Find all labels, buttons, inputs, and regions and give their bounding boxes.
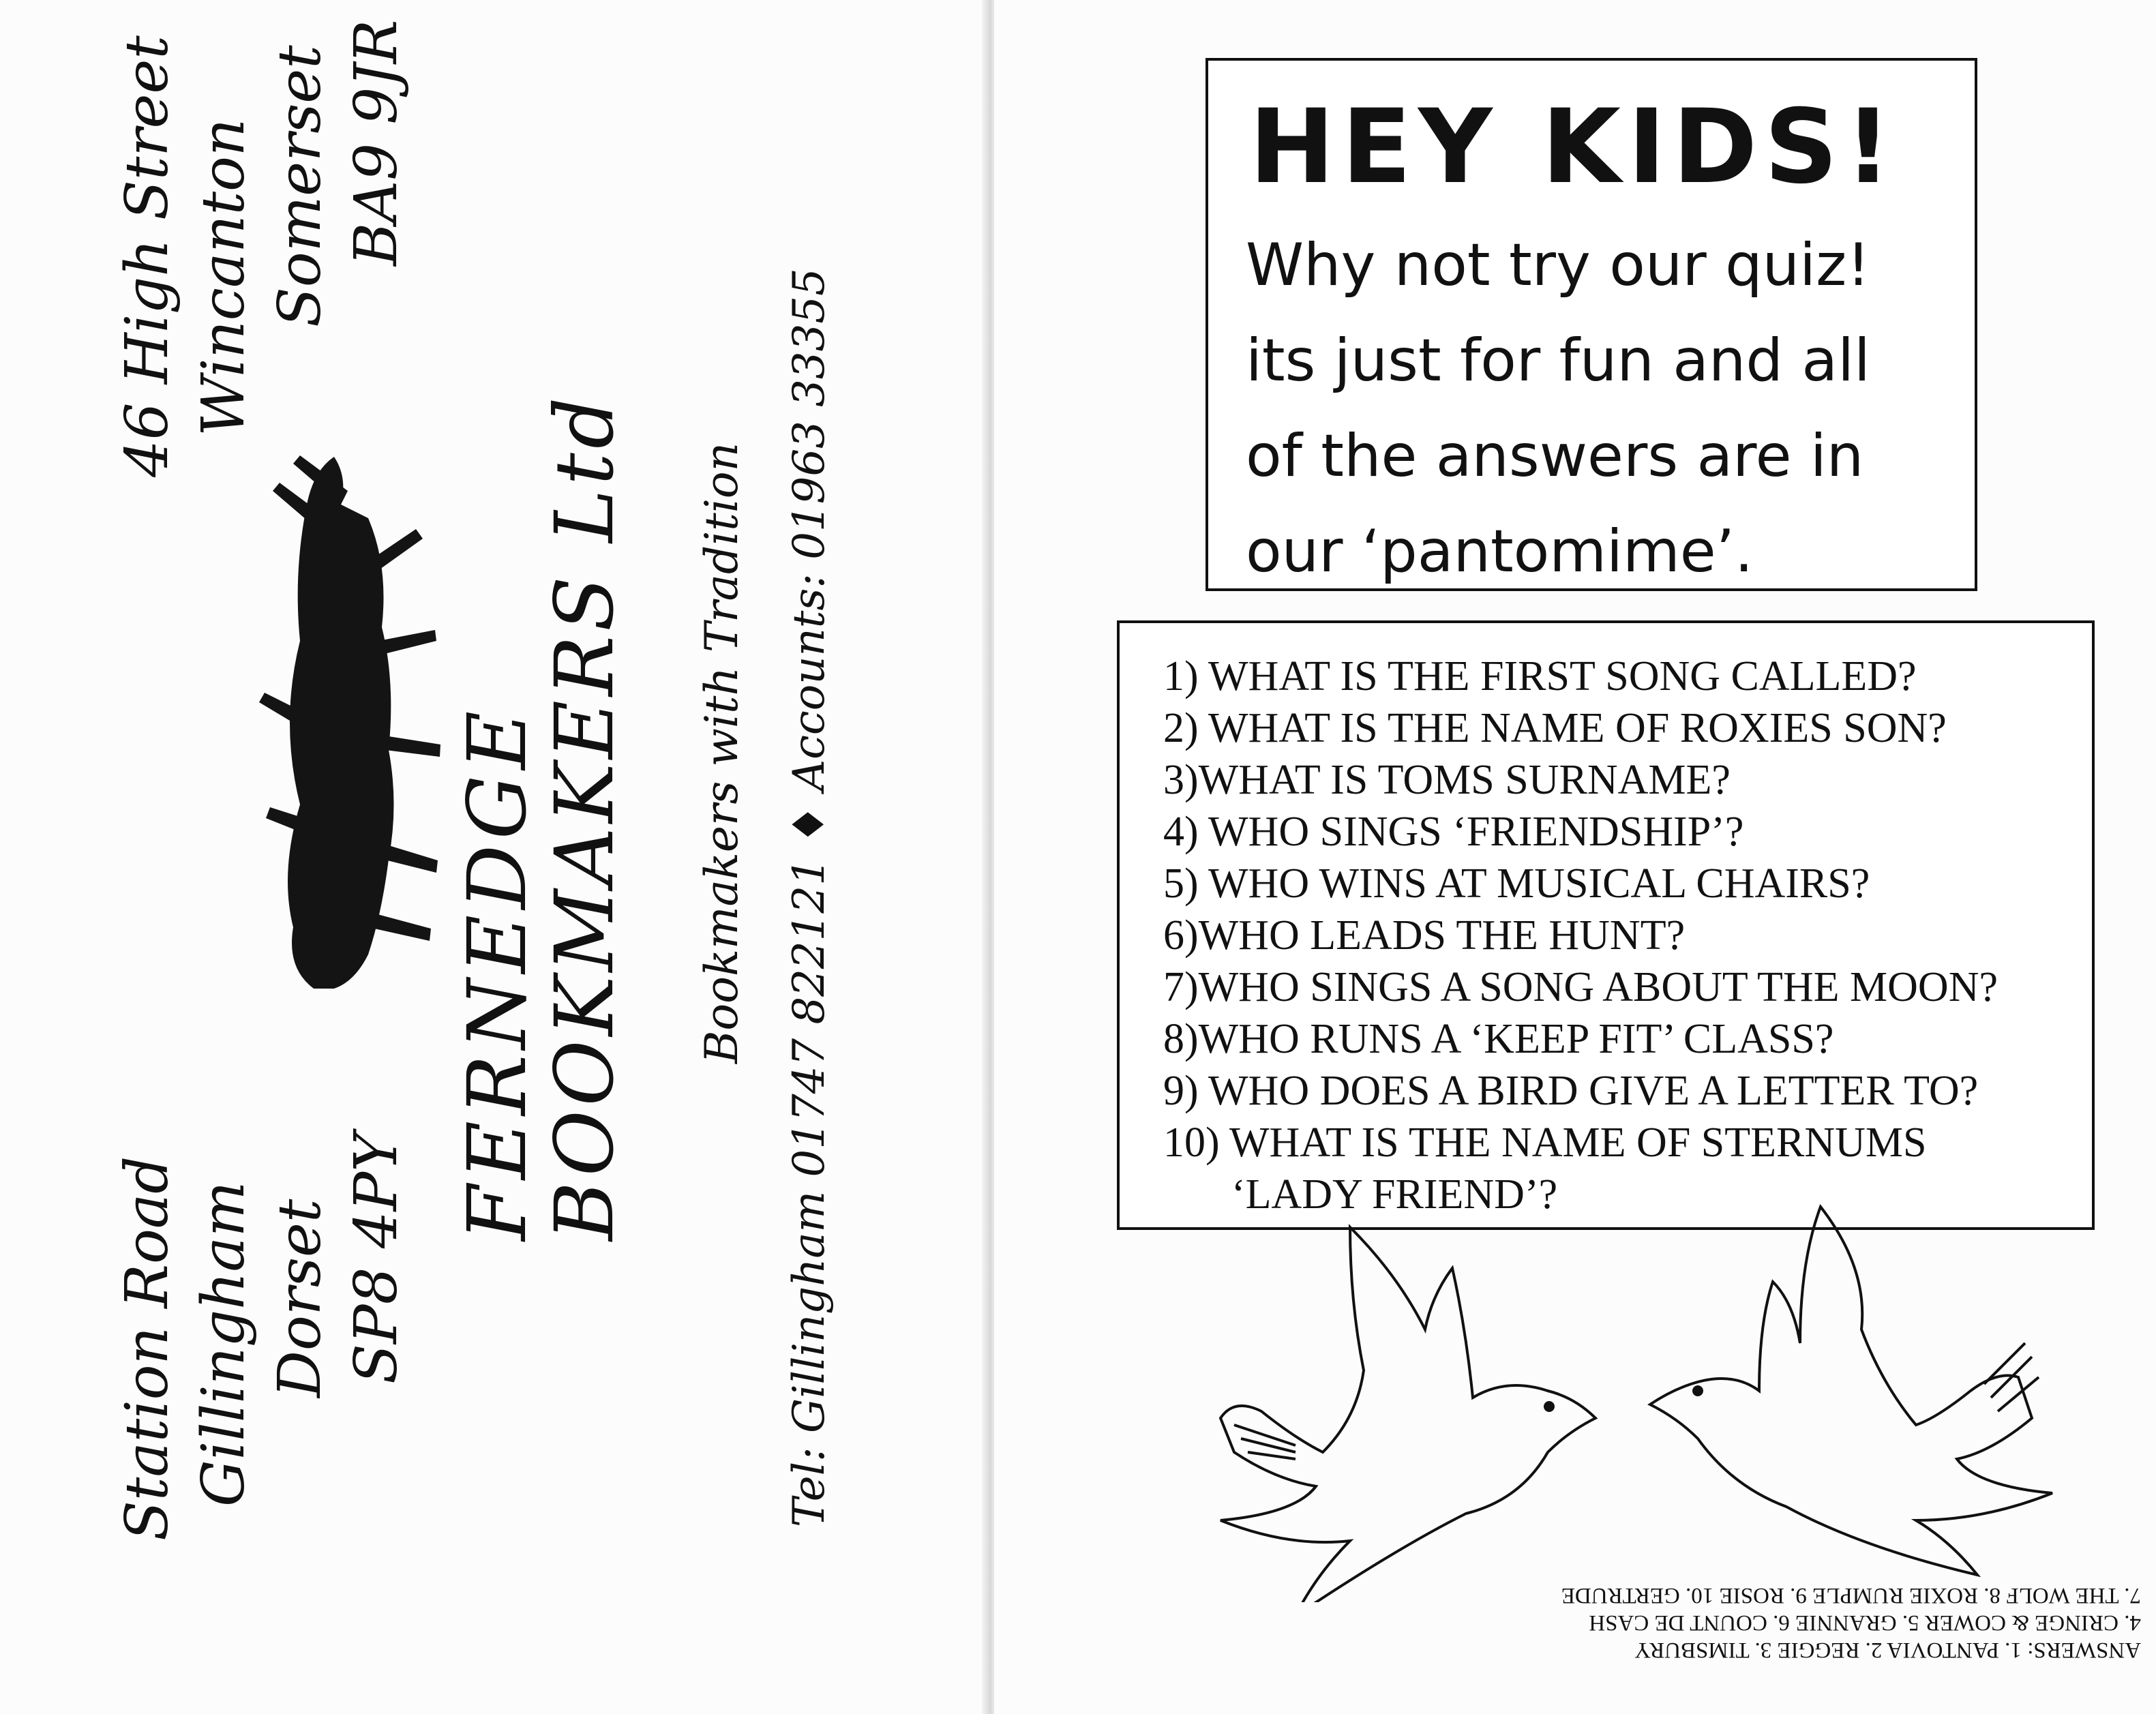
upside-down-answers (1548, 1582, 2141, 1664)
contact-numbers: Tel: Gillingham 01747 822121 ♦ Accounts: 01963 33355 (784, 268, 835, 1527)
banner-text (1246, 217, 1948, 599)
quiz-question-list (1163, 650, 1998, 1220)
address-line: SP8 4PY (342, 1132, 410, 1384)
company-name (450, 82, 631, 1241)
hey-kids-banner (1206, 58, 1977, 591)
bird-right-icon (1650, 1207, 2052, 1575)
banner-line: Why not try our quiz! (1246, 231, 1870, 299)
quiz-question: 5) WHO WINS AT MUSICAL CHAIRS? (1163, 860, 1870, 907)
company-name-line2: BOOKMAKERS Ltd (537, 393, 631, 1241)
address-line: Somerset (266, 45, 334, 327)
address-line: Wincanton (190, 118, 258, 436)
two-birds-drawing (1193, 1193, 2080, 1602)
banner-heading: HEY KIDS! (1249, 88, 1898, 207)
bird-left-icon (1221, 1227, 1596, 1602)
address-line: 46 High Street (113, 35, 181, 477)
quiz-question: 2) WHAT IS THE NAME OF ROXIES SON? (1163, 705, 1947, 751)
left-page (0, 0, 989, 1714)
answer-line: ANSWERS: 1. PANTOVIA 2. REGGIE 3. TIMSBURY (1634, 1638, 2141, 1662)
address-line: Dorset (266, 1199, 334, 1398)
quiz-question: 9) WHO DOES A BIRD GIVE A LETTER TO? (1163, 1068, 1979, 1114)
quiz-question: 6)WHO LEADS THE HUNT? (1163, 912, 1686, 959)
quiz-question: 8)WHO RUNS A ‘KEEP FIT’ CLASS? (1163, 1016, 1834, 1062)
address-line: Station Road (113, 1156, 181, 1541)
banner-line: its just for fun and all (1246, 327, 1870, 395)
address-wincanton (109, 20, 415, 477)
bookmaker-advert (95, 0, 859, 1541)
answer-line: 7. THE WOLF 8. ROXIE RUMPLE 9. ROSIE 10. GERTRUDE (1561, 1583, 2141, 1608)
address-line: Gillingham (190, 1181, 258, 1507)
address-line: BA9 9JR (342, 19, 410, 266)
quiz-question: 3)WHAT IS TOMS SURNAME? (1163, 757, 1731, 803)
quiz-question: 4) WHO SINGS ‘FRIENDSHIP’? (1163, 809, 1744, 855)
quiz-box (1117, 620, 2095, 1230)
quiz-question-text: 10) WHAT IS THE NAME OF STERNUMS (1163, 1119, 1927, 1166)
banner-line: of the answers are in (1246, 422, 1864, 490)
banner-line: our ‘pantomime’. (1246, 517, 1754, 586)
quiz-question-continuation: ‘LADY FRIEND’? (1231, 1171, 1558, 1218)
company-name-line1: FERNEDGE (450, 705, 544, 1241)
address-gillingham (109, 1133, 415, 1541)
racehorses-silhouette-image (252, 450, 443, 1009)
quiz-question: 1) WHAT IS THE FIRST SONG CALLED? (1163, 653, 1917, 700)
answer-line: 4. CRINGE & COWER 5. GRANNIE 6. COUNT DE CASH (1589, 1610, 2141, 1635)
quiz-question: 7)WHO SINGS A SONG ABOUT THE MOON? (1163, 964, 1998, 1010)
tagline: Bookmakers with Tradition (695, 442, 748, 1064)
